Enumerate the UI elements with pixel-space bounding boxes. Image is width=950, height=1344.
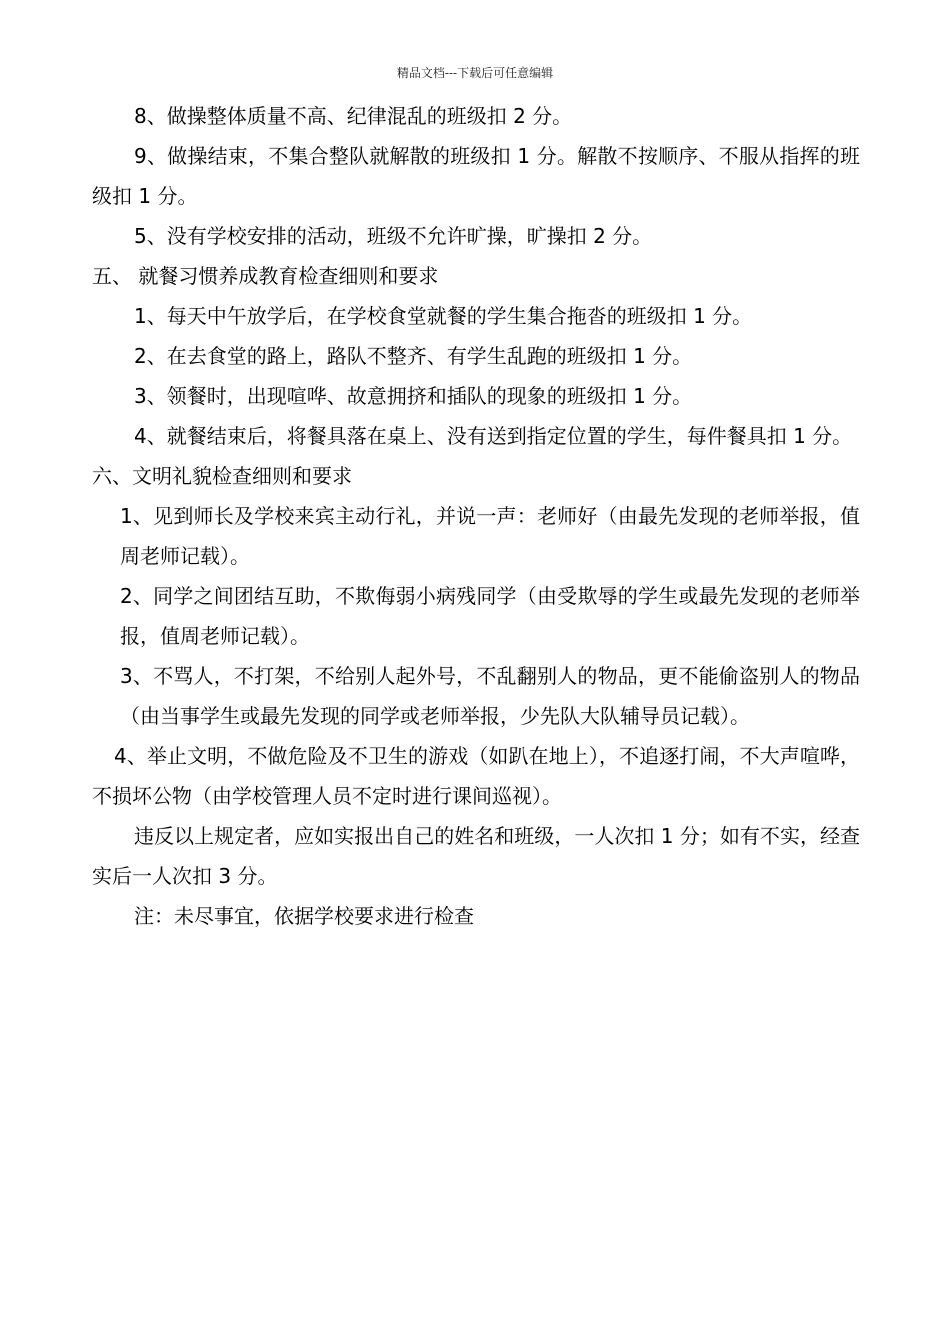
rule-item: 3、领餐时，出现喧哗、故意拥挤和插队的现象的班级扣 1 分。 xyxy=(134,384,693,408)
rule-item: 4、就餐结束后，将餐具落在桌上、没有送到指定位置的学生，每件餐具扣 1 分。 xyxy=(134,424,853,448)
rule-item: 2、同学之间团结互助，不欺侮弱小病残同学（由受欺辱的学生或最先发现的老师举报，值周老师记载）。 xyxy=(120,584,860,648)
rule-item: 8、做操整体质量不高、纪律混乱的班级扣 2 分。 xyxy=(134,104,573,128)
rule-item: 2、在去食堂的路上，路队不整齐、有学生乱跑的班级扣 1 分。 xyxy=(134,344,693,368)
footnote: 注：未尽事宜，依据学校要求进行检查 xyxy=(134,904,474,928)
rule-item: 5、没有学校安排的活动，班级不允许旷操，旷操扣 2 分。 xyxy=(134,224,653,248)
page-header: 精品文档---下载后可任意编辑 xyxy=(396,66,554,80)
rule-item: 1、每天中午放学后，在学校食堂就餐的学生集合拖沓的班级扣 1 分。 xyxy=(134,304,753,328)
rule-item: 4、举止文明，不做危险及不卫生的游戏（如趴在地上），不追逐打闹，不大声喧哗，不损坏公物（由学校管理人员不定时进行课间巡视）。 xyxy=(92,744,860,808)
rule-item: 1、见到师长及学校来宾主动行礼，并说一声：老师好（由最先发现的老师举报，值周老师记载）。 xyxy=(120,504,860,568)
section-heading: 五、 就餐习惯养成教育检查细则和要求 xyxy=(92,264,439,288)
rule-item: 3、不骂人，不打架，不给别人起外号，不乱翻别人的物品，更不能偷盗别人的物品（由当事学生或最先发现的同学或老师举报，少先队大队辅导员记载）。 xyxy=(120,664,860,728)
rule-item: 9、做操结束，不集合整队就解散的班级扣 1 分。解散不按顺序、不服从指挥的班级扣 1 分。 xyxy=(92,144,860,208)
section-heading: 六、文明礼貌检查细则和要求 xyxy=(92,464,352,488)
document-body xyxy=(92,96,860,936)
rule-note: 违反以上规定者，应如实报出自己的姓名和班级，一人次扣 1 分；如有不实，经查实后一人次扣 3 分。 xyxy=(92,824,860,888)
